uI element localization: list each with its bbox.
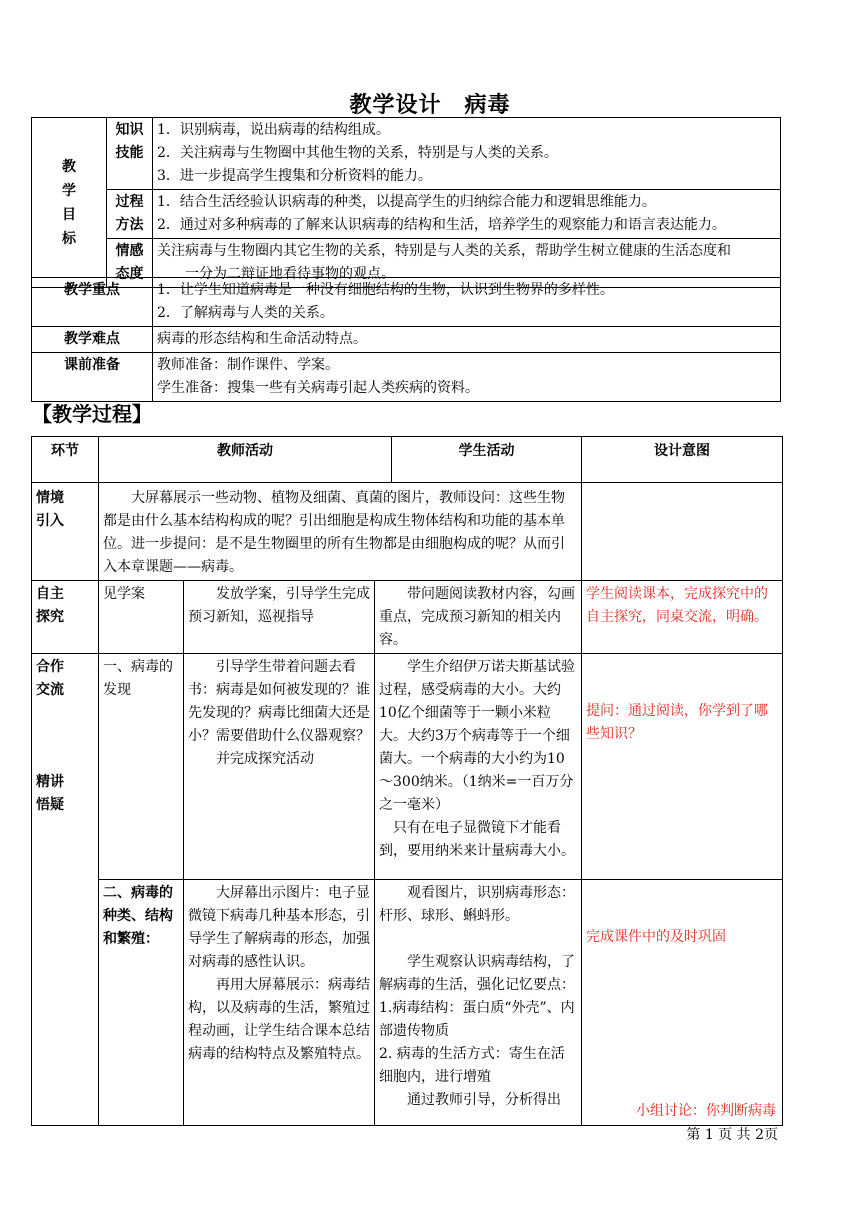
page-title: 教学设计 病毒 [349,93,511,118]
self-study-intent: 学生阅读课本，完成探究中的自主探究，同桌交流，明确。 [582,581,783,654]
stage-situation: 情境 引入 [32,483,99,581]
knowledge-label: 知识 技能 [107,118,153,190]
discovery-student: 学生介绍伊万诺夫斯基试验过程，感受病毒的大小。大约10亿个细菌等于一颗小米粒大。大约3万个病毒等于一个细菌大。一个病毒的大小约为10～300纳米。（1纳米=一百万分之一毫米） 只有在电子显微镜下才能看到，要用纳米来计量病毒大小。 [375,654,582,880]
discovery-intent: 提问：通过阅读，你学到了哪些知识？ [582,654,783,880]
types-student: 观看图片，识别病毒形态：杆形、球形、蝌蚪形。 学生观察认识病毒结构，了解病毒的生活，强化记忆要点： 1.病毒结构：蛋白质“外壳”、内部遗传物质 2. 病毒的生活方式：寄生在活细胞内，进行增殖 通过教师引导，分析得出 [375,880,582,1126]
header-student: 学生活动 [392,437,582,483]
key-point-item: 2．了解病毒与人类的关系。 [157,305,334,321]
types-teacher: 大屏幕出示图片：电子显微镜下病毒几种基本形态，引导学生了解病毒的形态，加强对病毒的感性认识。 再用大屏幕展示：病毒结构，以及病毒的生活，繁殖过程动画，让学生结合课本总结病毒的结构特点及繁殖特点。 [184,880,375,1126]
objectives-label: 教学目标 [32,118,107,288]
stage-cooperation: 合作 交流 精讲 悟疑 [32,654,99,1126]
knowledge-item: 1．识别病毒，说出病毒的结构组成。 [157,122,390,138]
header-stage: 环节 [32,437,99,483]
student-preparation: 学生准备：搜集一些有关病毒引起人类疾病的资料。 [157,380,479,396]
emotion-label: 情感 态度 [107,239,153,288]
process-table [31,436,783,1126]
knowledge-item: 3．进一步提高学生搜集和分析资料的能力。 [157,168,432,184]
stage-self-study: 自主 探究 [32,581,99,654]
self-study-student: 带问题阅读教材内容，勾画重点，完成预习新知的相关内容。 [375,581,582,654]
header-intent: 设计意图 [582,437,783,483]
teacher-preparation: 教师准备：制作课件、学案。 [157,357,339,373]
situation-text: 大屏幕展示一些动物、植物及细菌、真菌的图片，教师设问：这些生物都是由什么基本结构构成的呢？引出细胞是构成生物体结构和功能的基本单位。进一步提问：是不是生物圈里的所有生物都是由细胞构成的呢？从而引入本章课题——病毒。 [99,483,582,581]
key-points-content [153,278,781,327]
objectives-table [31,117,781,288]
self-study-sub: 见学案 [99,581,184,654]
process-item: 2．通过对多种病毒的了解来认识病毒的结构和生活，培养学生的观察能力和语言表达能力。 [157,217,726,233]
difficulties-label: 教学难点 [32,327,153,353]
key-point-item: 1．让学生知道病毒是一种没有细胞结构的生物，认识到生物界的多样性。 [157,282,614,298]
key-points-table [31,277,781,402]
page-footer: 第 1 页 共 2页 [686,1127,778,1143]
preparation-content [153,353,781,402]
process-section-title: 【教学过程】 [32,402,152,426]
knowledge-content [153,118,781,190]
self-study-teacher: 发放学案，引导学生完成预习新知，巡视指导 [184,581,375,654]
process-content [153,190,781,239]
process-item: 1．结合生活经验认识病毒的种类，以提高学生的归纳综合能力和逻辑思维能力。 [157,194,656,210]
process-label: 过程 方法 [107,190,153,239]
situation-intent [582,483,783,581]
types-sub: 二、病毒的种类、结构和繁殖： [99,880,184,1126]
key-points-label: 教学重点 [32,278,153,327]
difficulties-content: 病毒的形态结构和生命活动特点。 [153,327,781,353]
header-teacher: 教师活动 [99,437,392,483]
discovery-sub: 一、病毒的发现 [99,654,184,880]
discovery-teacher: 引导学生带着问题去看书：病毒是如何被发现的？谁先发现的？病毒比细菌大还是小？需要借助什么仪器观察？ 并完成探究活动 [184,654,375,880]
knowledge-item: 2．关注病毒与生物圈中其他生物的关系，特别是与人类的关系。 [157,145,558,161]
emotion-content: 关注病毒与生物圈内其它生物的关系，特别是与人类的关系，帮助学生树立健康的生活态度和 一分为二辩证地看待事物的观点。 [153,239,781,288]
preparation-label: 课前准备 [32,353,153,402]
types-intent: 完成课件中的及时巩固 小组讨论：你判断病毒 [582,880,783,1126]
